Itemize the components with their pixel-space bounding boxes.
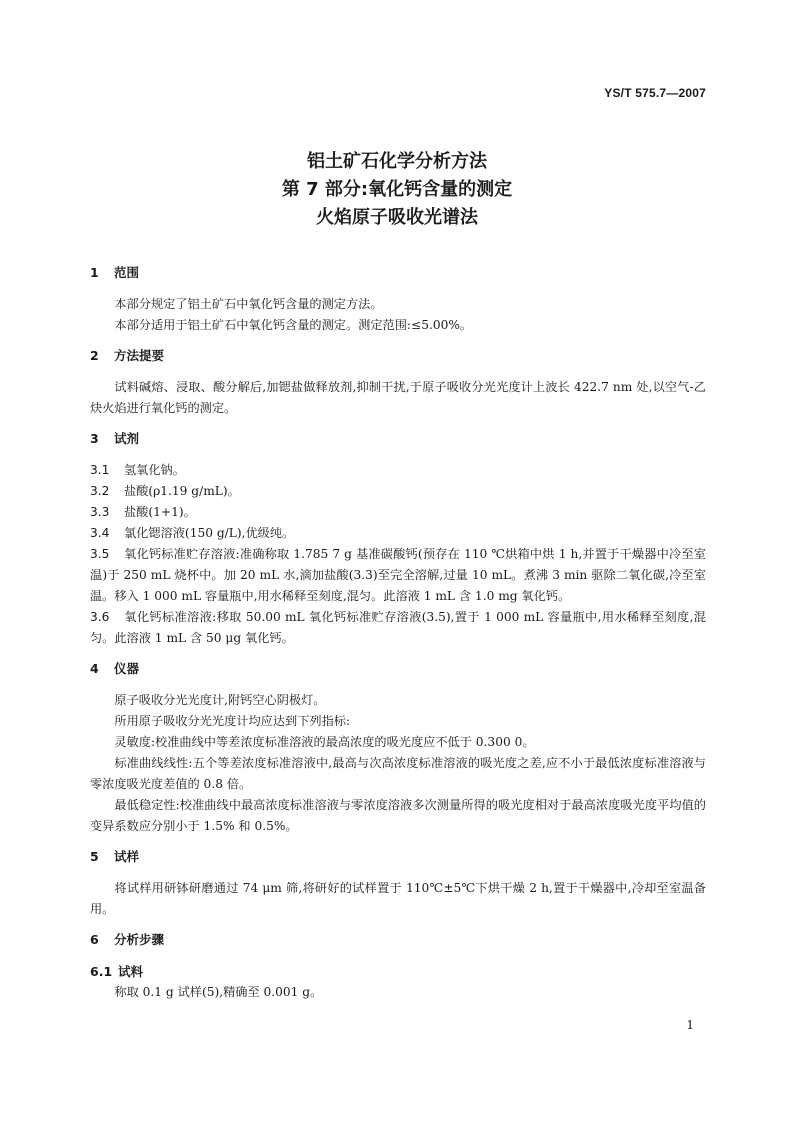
- page-number: 1: [686, 1018, 694, 1032]
- reagent-item: 3.2 盐酸(ρ1.19 g/mL)。: [90, 484, 240, 498]
- reagent-item: 3.1 氢氧化钠。: [90, 463, 185, 477]
- section-6-heading: 6 分析步骤: [90, 932, 165, 947]
- reagent-item: 3.4 氯化锶溶液(150 g/L),优级纯。: [90, 526, 295, 540]
- section-1-paragraph: 本部分适用于铝土矿石中氧化钙含量的测定。测定范围:≤5.00%。: [114, 318, 473, 332]
- title-line-2: 第 7 部分:氧化钙含量的测定: [281, 179, 513, 200]
- section-5-heading: 5 试样: [90, 849, 140, 864]
- subsection-6-1-paragraph: 称取 0.1 g 试样(5),精确至 0.001 g。: [114, 985, 323, 999]
- section-2-paragraph: 试料碱熔、浸取、酸分解后,加锶盐做释放剂,抑制干扰,于原子吸收分光光度计上波长 422.7 nm 处,以空气-乙炔火焰进行氧化钙的测定。: [90, 380, 706, 415]
- section-4-heading: 4 仪器: [90, 661, 140, 676]
- document-title: [0, 148, 794, 232]
- section-4-paragraph: 原子吸收分光光度计,附钙空心阴极灯。: [114, 693, 326, 707]
- reagent-item: 3.3 盐酸(1+1)。: [90, 505, 196, 519]
- standard-number: YS/T 575.7—2007: [604, 86, 706, 100]
- reagent-item: 3.5 氧化钙标准贮存溶液:准确称取 1.785 7 g 基准碳酸钙(预存在 110 ℃烘箱中烘 1 h,并置于干燥器中冷至室温)于 250 mL 烧杯中。加 20 mL 水,滴加盐酸(3.3)至完全溶解,过量 10 mL。煮沸 3 min 驱除二氧化碳,冷至室温。移入 1 000 mL 容量瓶中,用水稀释至刻度,混匀。此溶液 1 mL 含 1.0 mg 氧化钙。: [90, 547, 706, 603]
- section-3-heading: 3 试剂: [90, 431, 140, 446]
- section-5-paragraph: 将试样用研钵研磨通过 74 μm 筛,将研好的试样置于 110℃±5℃下烘干燥 2 h,置于干燥器中,冷却至室温备用。: [90, 881, 706, 916]
- title-line-3: 火焰原子吸收光谱法: [316, 207, 478, 228]
- title-line-1: 铝土矿石化学分析方法: [307, 151, 487, 172]
- section-4-paragraph: 最低稳定性:校准曲线中最高浓度标准溶液与零浓度溶液多次测量所得的吸光度相对于最高浓度吸光度平均值的变异系数应分别小于 1.5% 和 0.5%。: [90, 798, 706, 833]
- section-4-paragraph: 所用原子吸收分光光度计均应达到下列指标:: [114, 714, 351, 728]
- reagent-item: 3.6 氧化钙标准溶液:移取 50.00 mL 氧化钙标准贮存溶液(3.5),置于 1 000 mL 容量瓶中,用水稀释至刻度,混匀。此溶液 1 mL 含 50 μg 氧化钙。: [90, 610, 706, 645]
- section-1-paragraph: 本部分规定了铝土矿石中氧化钙含量的测定方法。: [114, 297, 383, 311]
- section-4-paragraph: 标准曲线线性:五个等差浓度标准溶液中,最高与次高浓度标准溶液的吸光度之差,应不小于最低浓度标准溶液与零浓度吸光度差值的 0.8 倍。: [90, 756, 706, 791]
- section-4-paragraph: 灵敏度:校准曲线中等差浓度标准溶液的最高浓度的吸光度应不低于 0.300 0。: [114, 735, 535, 749]
- section-2-heading: 2 方法提要: [90, 348, 165, 363]
- subsection-6-1-heading: 6.1 试料: [90, 964, 144, 979]
- section-1-heading: 1 范围: [90, 265, 140, 280]
- document-body: [90, 262, 706, 1003]
